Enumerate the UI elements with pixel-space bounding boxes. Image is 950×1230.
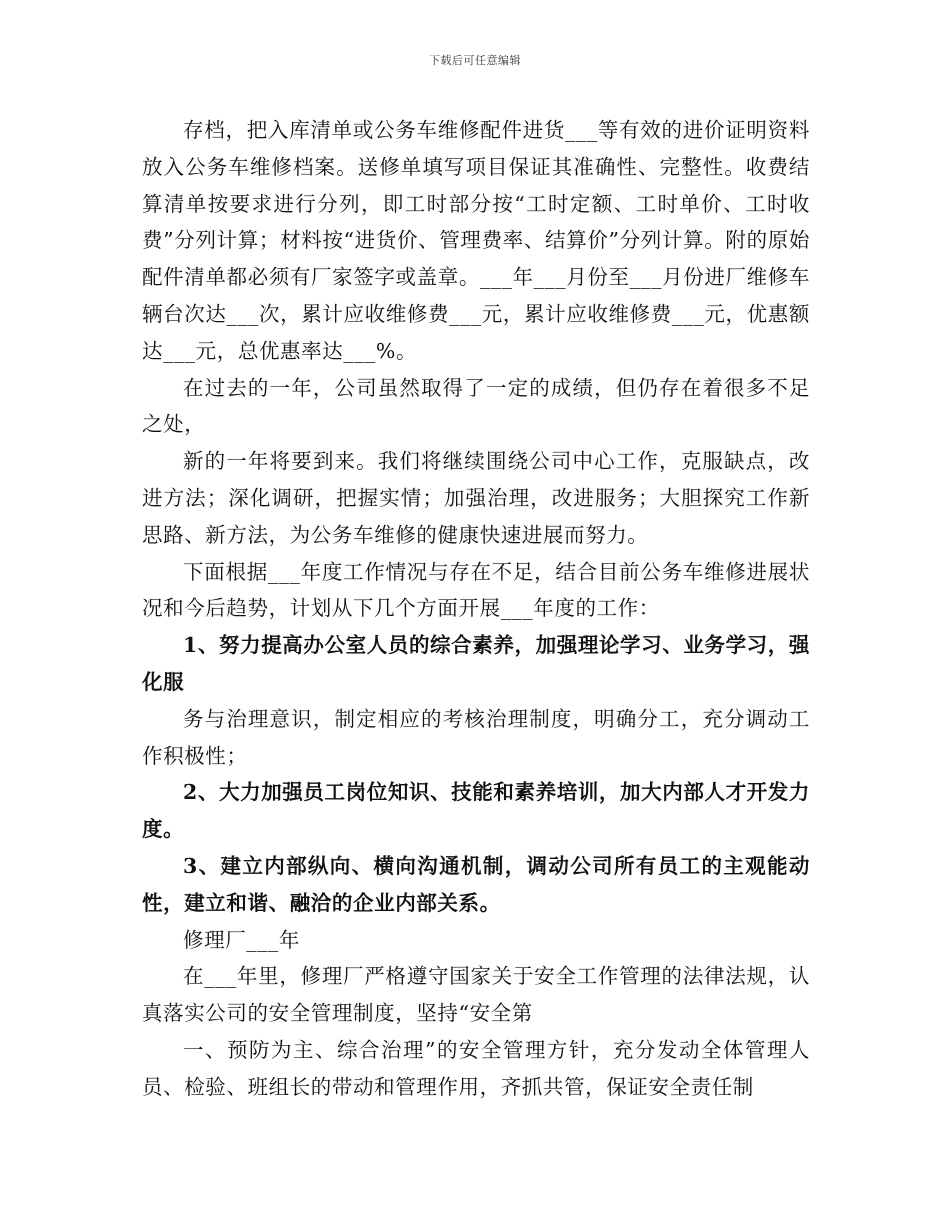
plan-item-2: 2、大力加强员工岗位知识、技能和素养培训，加大内部人才开发力度。 [142,780,810,842]
page-header: 下载后可任意编辑 [429,54,521,67]
paragraph-plan-intro: 下面根据___年度工作情况与存在不足，结合目前公务车维修进展状况和今后趋势，计划从下几个方面开展___年度的工作： [142,559,810,621]
plan-item-3: 3、建立内部纵向、横向沟通机制，调动公司所有员工的主观能动性，建立和谐、融洽的企业内部关系。 [142,853,810,915]
plan-item-1-heading: 1、努力提高办公室人员的综合素养，加强理论学习、业务学习，强化服 [142,633,810,694]
paragraph-safety-policy: 一、预防为主、综合治理”的安全管理方针，充分发动全体管理人员、检验、班组长的带动和管理作用，齐抓共管，保证安全责任制 [142,1037,810,1099]
paragraph-shortcomings: 在过去的一年，公司虽然取得了一定的成绩，但仍存在着很多不足之处， [142,375,810,437]
plan-item-1-body: 务与治理意识，制定相应的考核治理制度，明确分工，充分调动工作积极性； [142,706,810,768]
paragraph-safety-intro: 在___年里，修理厂严格遵守国家关于安全工作管理的法律法规，认真落实公司的安全管理制度，坚持“安全第 [142,964,810,1026]
paragraph-archive-process: 存档，把入库清单或公务车维修配件进货___等有效的进价证明资料放入公务车维修档案。送修单填写项目保证其准确性、完整性。收费结算清单按要求进行分列，即工时部分按“工时定额、工时单价、工时收费”分列计算；材料按“进货价、管理费率、结算价”分列计算。附的原始配件清单都必须有厂家签字或盖章。___年___月份至___月份进厂维修车辆台次达___次，累计应收维修费___元，累计应收维修费___元，优惠额达___元，总优惠率达___%。 [142,118,810,363]
section-heading-repair-shop: 修理厂___年 [183,927,300,952]
document-body [142,112,810,1106]
paragraph-new-year: 新的一年将要到来。我们将继续围绕公司中心工作，克服缺点，改进方法；深化调研，把握实情；加强治理，改进服务；大胆探究工作新思路、新方法，为公务车维修的健康快速进展而努力。 [142,449,810,547]
